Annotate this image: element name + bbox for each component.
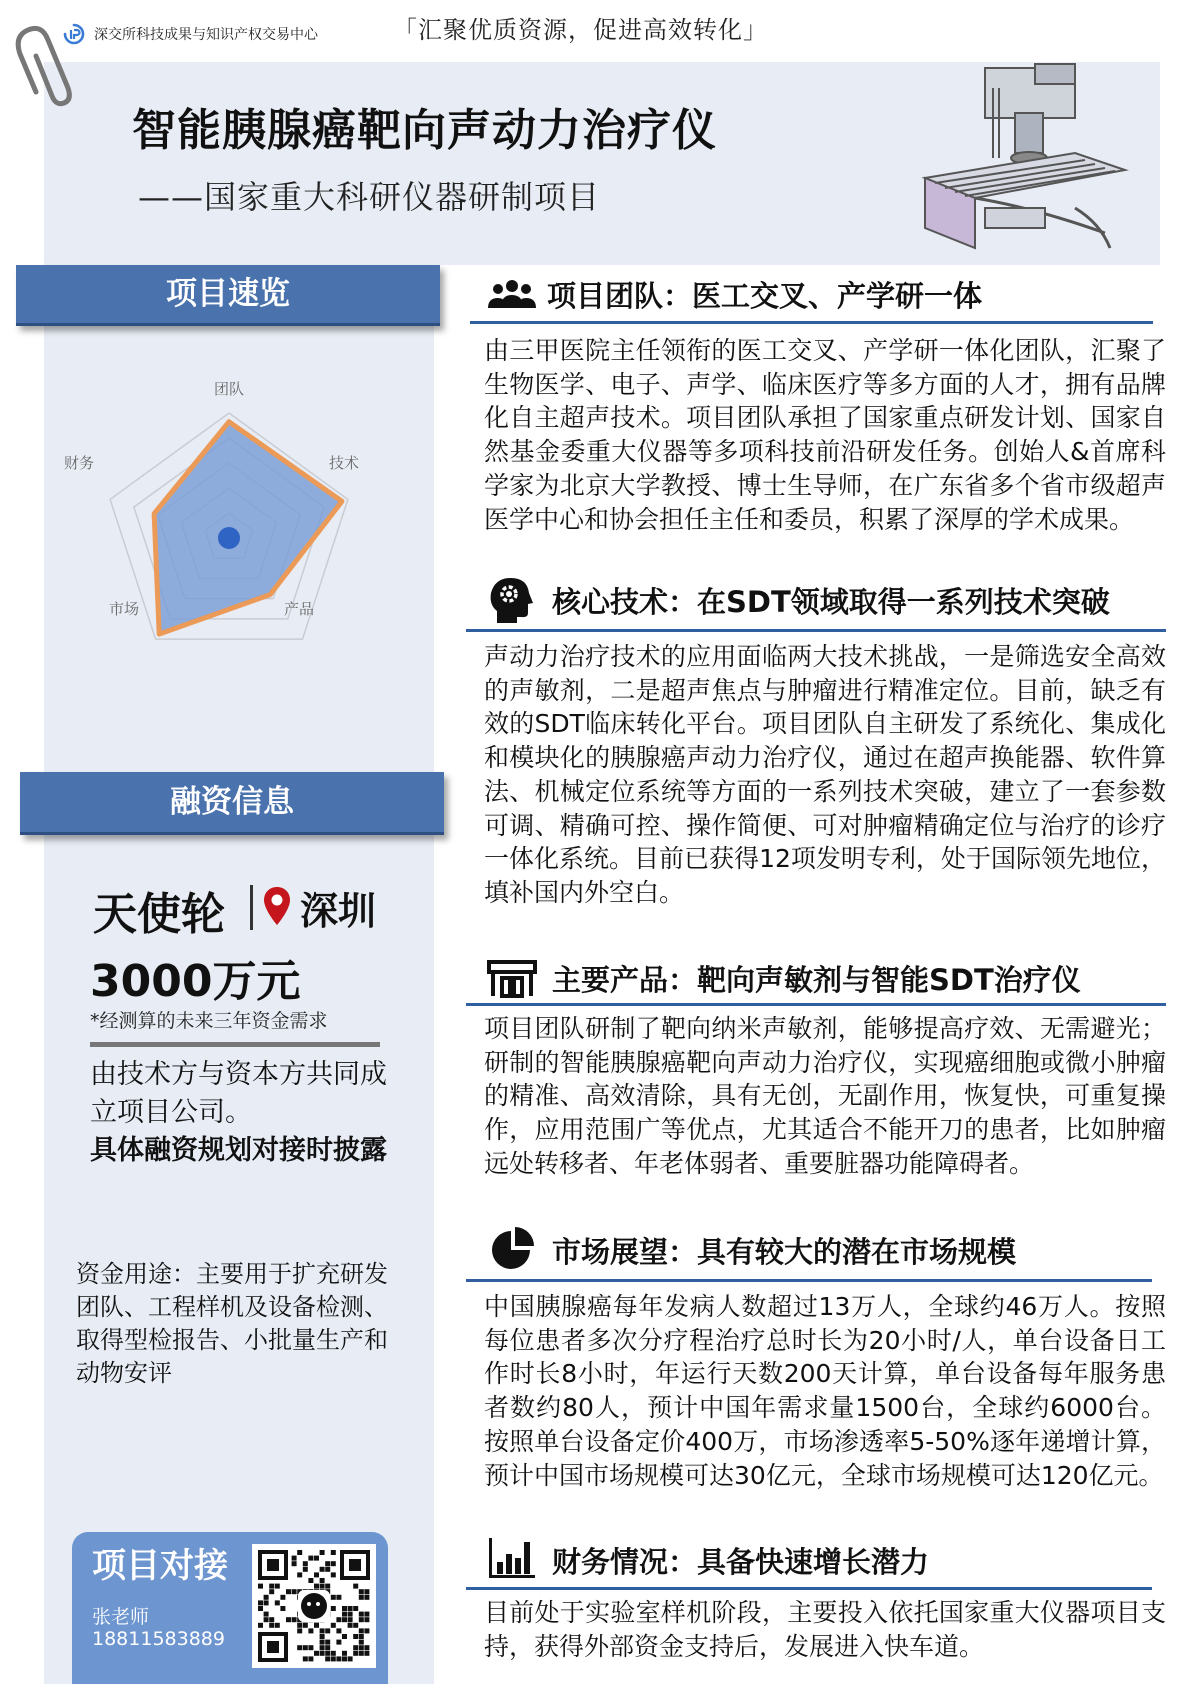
city: 深圳 <box>300 889 377 933</box>
qr-module <box>292 1617 297 1622</box>
qr-module <box>275 1584 280 1589</box>
qr-module <box>275 1623 280 1628</box>
qr-module <box>331 1550 336 1555</box>
qr-module <box>353 1606 358 1611</box>
qr-module <box>325 1651 330 1656</box>
radar-label-finance: 财务 <box>64 454 95 472</box>
bar-chart-icon <box>487 1536 537 1580</box>
funding-amount: 3000万元 <box>90 956 301 1007</box>
qr-module <box>331 1656 336 1661</box>
section-heading-tech: 核心技术：在SDT领域取得一系列技术突破 <box>552 585 1110 619</box>
qr-module <box>314 1556 319 1561</box>
qr-module <box>269 1589 274 1594</box>
qr-module <box>314 1651 319 1656</box>
qr-module <box>297 1623 302 1628</box>
section-rule <box>466 1587 1152 1590</box>
qr-module <box>359 1651 364 1656</box>
funding-amount-note: *经测算的未来三年资金需求 <box>90 1010 328 1032</box>
qr-module <box>342 1634 347 1639</box>
qr-module <box>364 1645 369 1650</box>
qr-module <box>308 1656 313 1661</box>
qr-module <box>364 1628 369 1633</box>
qr-module <box>269 1617 274 1622</box>
paperclip-icon <box>14 14 86 114</box>
qr-module <box>314 1572 319 1577</box>
radar-label-product: 产品 <box>284 600 315 618</box>
qr-module <box>359 1612 364 1617</box>
section-rule <box>466 1279 1152 1282</box>
radar-label-tech: 技术 <box>329 454 360 472</box>
device-illustration <box>915 58 1135 263</box>
qr-module <box>269 1623 274 1628</box>
contact-title: 项目对接 <box>92 1546 228 1586</box>
qr-module <box>297 1550 302 1555</box>
qr-module <box>348 1617 353 1622</box>
section-rule <box>470 321 1153 324</box>
qr-module <box>314 1623 319 1628</box>
qr-module <box>320 1567 325 1572</box>
qr-module <box>359 1628 364 1633</box>
radar-chart <box>44 360 414 700</box>
overview-banner: 项目速览 <box>16 265 440 326</box>
qr-module <box>348 1606 353 1611</box>
funding-round: 天使轮 <box>93 889 225 940</box>
radar-label-team: 团队 <box>213 380 245 398</box>
section-rule <box>466 1003 1166 1006</box>
qr-module <box>331 1561 336 1566</box>
qr-module <box>331 1651 336 1656</box>
qr-module <box>314 1584 319 1589</box>
qr-module <box>325 1561 330 1566</box>
finance-divider <box>90 1042 380 1047</box>
finance-banner: 融资信息 <box>20 772 444 835</box>
qr-module <box>303 1561 308 1566</box>
qr-module <box>336 1595 341 1600</box>
qr-module <box>336 1640 341 1645</box>
qr-module <box>353 1584 358 1589</box>
fund-use: 资金用途：主要用于扩充研发团队、工程样机及设备检测、取得型检报告、小批量生产和动物安评 <box>76 1260 388 1387</box>
qr-module <box>280 1606 285 1611</box>
qr-module <box>258 1606 263 1611</box>
section-body-product: 项目团队研制了靶向纳米声敏剂，能够提高疗效、无需避光；研制的智能胰腺癌靶向声动力治疗仪，实现癌细胞或微小肿瘤的精准、高效清除，具有无创，无副作用，恢复快，可重复操作，应用范围广等优点，尤其适合不能开刀的患者，比如肿瘤远处转移者、年老体弱者、重要脏器功能障碍者。 <box>484 1014 1166 1178</box>
slogan: 「汇聚优质资源，促进高效转化」 <box>393 16 768 44</box>
qr-module <box>320 1634 325 1639</box>
qr-module <box>364 1651 369 1656</box>
qr-module <box>348 1623 353 1628</box>
section-heading-market: 市场展望：具有较大的潜在市场规模 <box>552 1235 1017 1269</box>
qr-module <box>320 1578 325 1583</box>
financing-plan-disclosure: 具体融资规划对接时披露 <box>90 1135 387 1166</box>
qr-module <box>320 1645 325 1650</box>
qr-module <box>364 1589 369 1594</box>
qr-module <box>331 1606 336 1611</box>
qr-module <box>258 1623 263 1628</box>
qr-module <box>292 1561 297 1566</box>
pie-chart-icon <box>487 1225 537 1271</box>
qr-module <box>353 1645 358 1650</box>
section-rule <box>466 629 1166 632</box>
qr-module <box>320 1640 325 1645</box>
qr-module <box>292 1556 297 1561</box>
qr-module <box>308 1645 313 1650</box>
qr-module <box>364 1595 369 1600</box>
qr-module <box>359 1645 364 1650</box>
brain-gear-icon <box>487 575 537 625</box>
qr-module <box>286 1589 291 1594</box>
qr-module <box>264 1595 269 1600</box>
qr-module <box>336 1628 341 1633</box>
qr-module <box>342 1606 347 1611</box>
qr-module <box>269 1584 274 1589</box>
qr-module <box>325 1584 330 1589</box>
qr-module <box>348 1612 353 1617</box>
qr-module <box>320 1584 325 1589</box>
qr-module <box>353 1634 358 1639</box>
qr-module <box>336 1617 341 1622</box>
qr-module <box>342 1612 347 1617</box>
qr-module <box>264 1600 269 1605</box>
qr-module <box>325 1567 330 1572</box>
qr-module <box>308 1578 313 1583</box>
qr-module <box>331 1595 336 1600</box>
qr-module <box>308 1556 313 1561</box>
wechat-icon <box>301 1593 327 1619</box>
radar-label-market: 市场 <box>109 600 140 618</box>
qr-module <box>303 1623 308 1628</box>
qr-module <box>297 1572 302 1577</box>
section-body-market: 中国胰腺癌每年发病人数超过13万人，全球约46万人。按照每位患者多次分疗程治疗总时长为20小时/人，单台设备日工作时长8小时，年运行天数200天计算，单台设备每年服务患者数约80人，预计中国年需求量1500台，全球约6000台。按照单台设备定价400万，市场渗透率5-50%逐年递增计算，预计中国市场规模可达30亿元，全球市场规模可达120亿元。 <box>484 1292 1166 1490</box>
qr-module <box>364 1617 369 1622</box>
qr-module <box>331 1572 336 1577</box>
qr-module <box>331 1623 336 1628</box>
round-separator <box>250 885 253 930</box>
qr-module <box>297 1645 302 1650</box>
qr-module <box>292 1589 297 1594</box>
section-body-finance: 目前处于实验室样机阶段，主要投入依托国家重大仪器项目支持，获得外部资金支持后，发展进入快车道。 <box>484 1598 1166 1661</box>
location-pin-icon <box>262 885 292 927</box>
qr-module <box>303 1645 308 1650</box>
qr-module <box>258 1584 263 1589</box>
radar-center-dot <box>218 527 240 549</box>
qr-module <box>280 1595 285 1600</box>
qr-module <box>286 1617 291 1622</box>
org-name: 深交所科技成果与知识产权交易中心 <box>94 27 318 43</box>
team-icon <box>487 274 537 318</box>
qr-module <box>320 1628 325 1633</box>
qr-module <box>359 1634 364 1639</box>
qr-module <box>275 1600 280 1605</box>
qr-module <box>359 1589 364 1594</box>
qr-module <box>264 1612 269 1617</box>
qr-module <box>348 1656 353 1661</box>
financing-plan <box>90 1056 390 1170</box>
qr-module <box>325 1645 330 1650</box>
qr-module <box>359 1640 364 1645</box>
qr-module <box>364 1612 369 1617</box>
page-title: 智能胰腺癌靶向声动力治疗仪 <box>132 105 717 156</box>
qr-code[interactable] <box>252 1544 376 1668</box>
qr-module <box>320 1550 325 1555</box>
product-icon <box>487 956 537 1000</box>
section-heading-team: 项目团队：医工交叉、产学研一体 <box>547 279 983 313</box>
qr-module <box>297 1628 302 1633</box>
contact-name: 张老师 <box>92 1606 150 1628</box>
qr-module <box>342 1617 347 1622</box>
financing-plan-text: 由技术方与资本方共同成立项目公司。 <box>90 1059 387 1128</box>
qr-module <box>325 1640 330 1645</box>
qr-module <box>258 1600 263 1605</box>
contact-phone[interactable]: 18811583889 <box>92 1628 225 1650</box>
qr-module <box>336 1656 341 1661</box>
qr-module <box>359 1617 364 1622</box>
page-subtitle: ——国家重大科研仪器研制项目 <box>138 178 601 216</box>
qr-module <box>342 1651 347 1656</box>
qr-module <box>320 1651 325 1656</box>
qr-module <box>325 1628 330 1633</box>
section-heading-finance: 财务情况：具备快速增长潜力 <box>552 1545 930 1579</box>
qr-module <box>303 1656 308 1661</box>
qr-module <box>342 1656 347 1661</box>
qr-module <box>303 1567 308 1572</box>
qr-module <box>308 1628 313 1633</box>
qr-module <box>325 1656 330 1661</box>
qr-module <box>264 1617 269 1622</box>
qr-module <box>359 1595 364 1600</box>
section-body-tech: 声动力治疗技术的应用面临两大技术挑战，一是筛选安全高效的声敏剂，二是超声焦点与肿瘤进行精准定位。目前，缺乏有效的SDT临床转化平台。项目团队自主研发了系统化、集成化和模块化的胰腺癌声动力治疗仪，通过在超声换能器、软件算法、机械定位系统等方面的一系列技术突破，建立了一套参数可调、精确可控、操作简便、可对肿瘤精确定位与治疗的诊疗一体化系统。目前已获得12项发明专利，处于国际领先地位，填补国内外空白。 <box>484 642 1166 907</box>
section-heading-product: 主要产品：靶向声敏剂与智能SDT治疗仪 <box>552 963 1081 997</box>
qr-module <box>353 1623 358 1628</box>
section-body-team: 由三甲医院主任领衔的医工交叉、产学研一体化团队，汇聚了生物医学、电子、声学、临床医疗等多方面的人才，拥有品牌化自主超声技术。项目团队承担了国家重点研发计划、国家自然基金委重大仪器等多项科技前沿研发任务。创始人&首席科学家为北京大学教授、博士生导师，在广东省多个省市级超声医学中心和协会担任主任和委员，积累了深厚的学术成果。 <box>484 336 1166 534</box>
qr-module <box>353 1651 358 1656</box>
